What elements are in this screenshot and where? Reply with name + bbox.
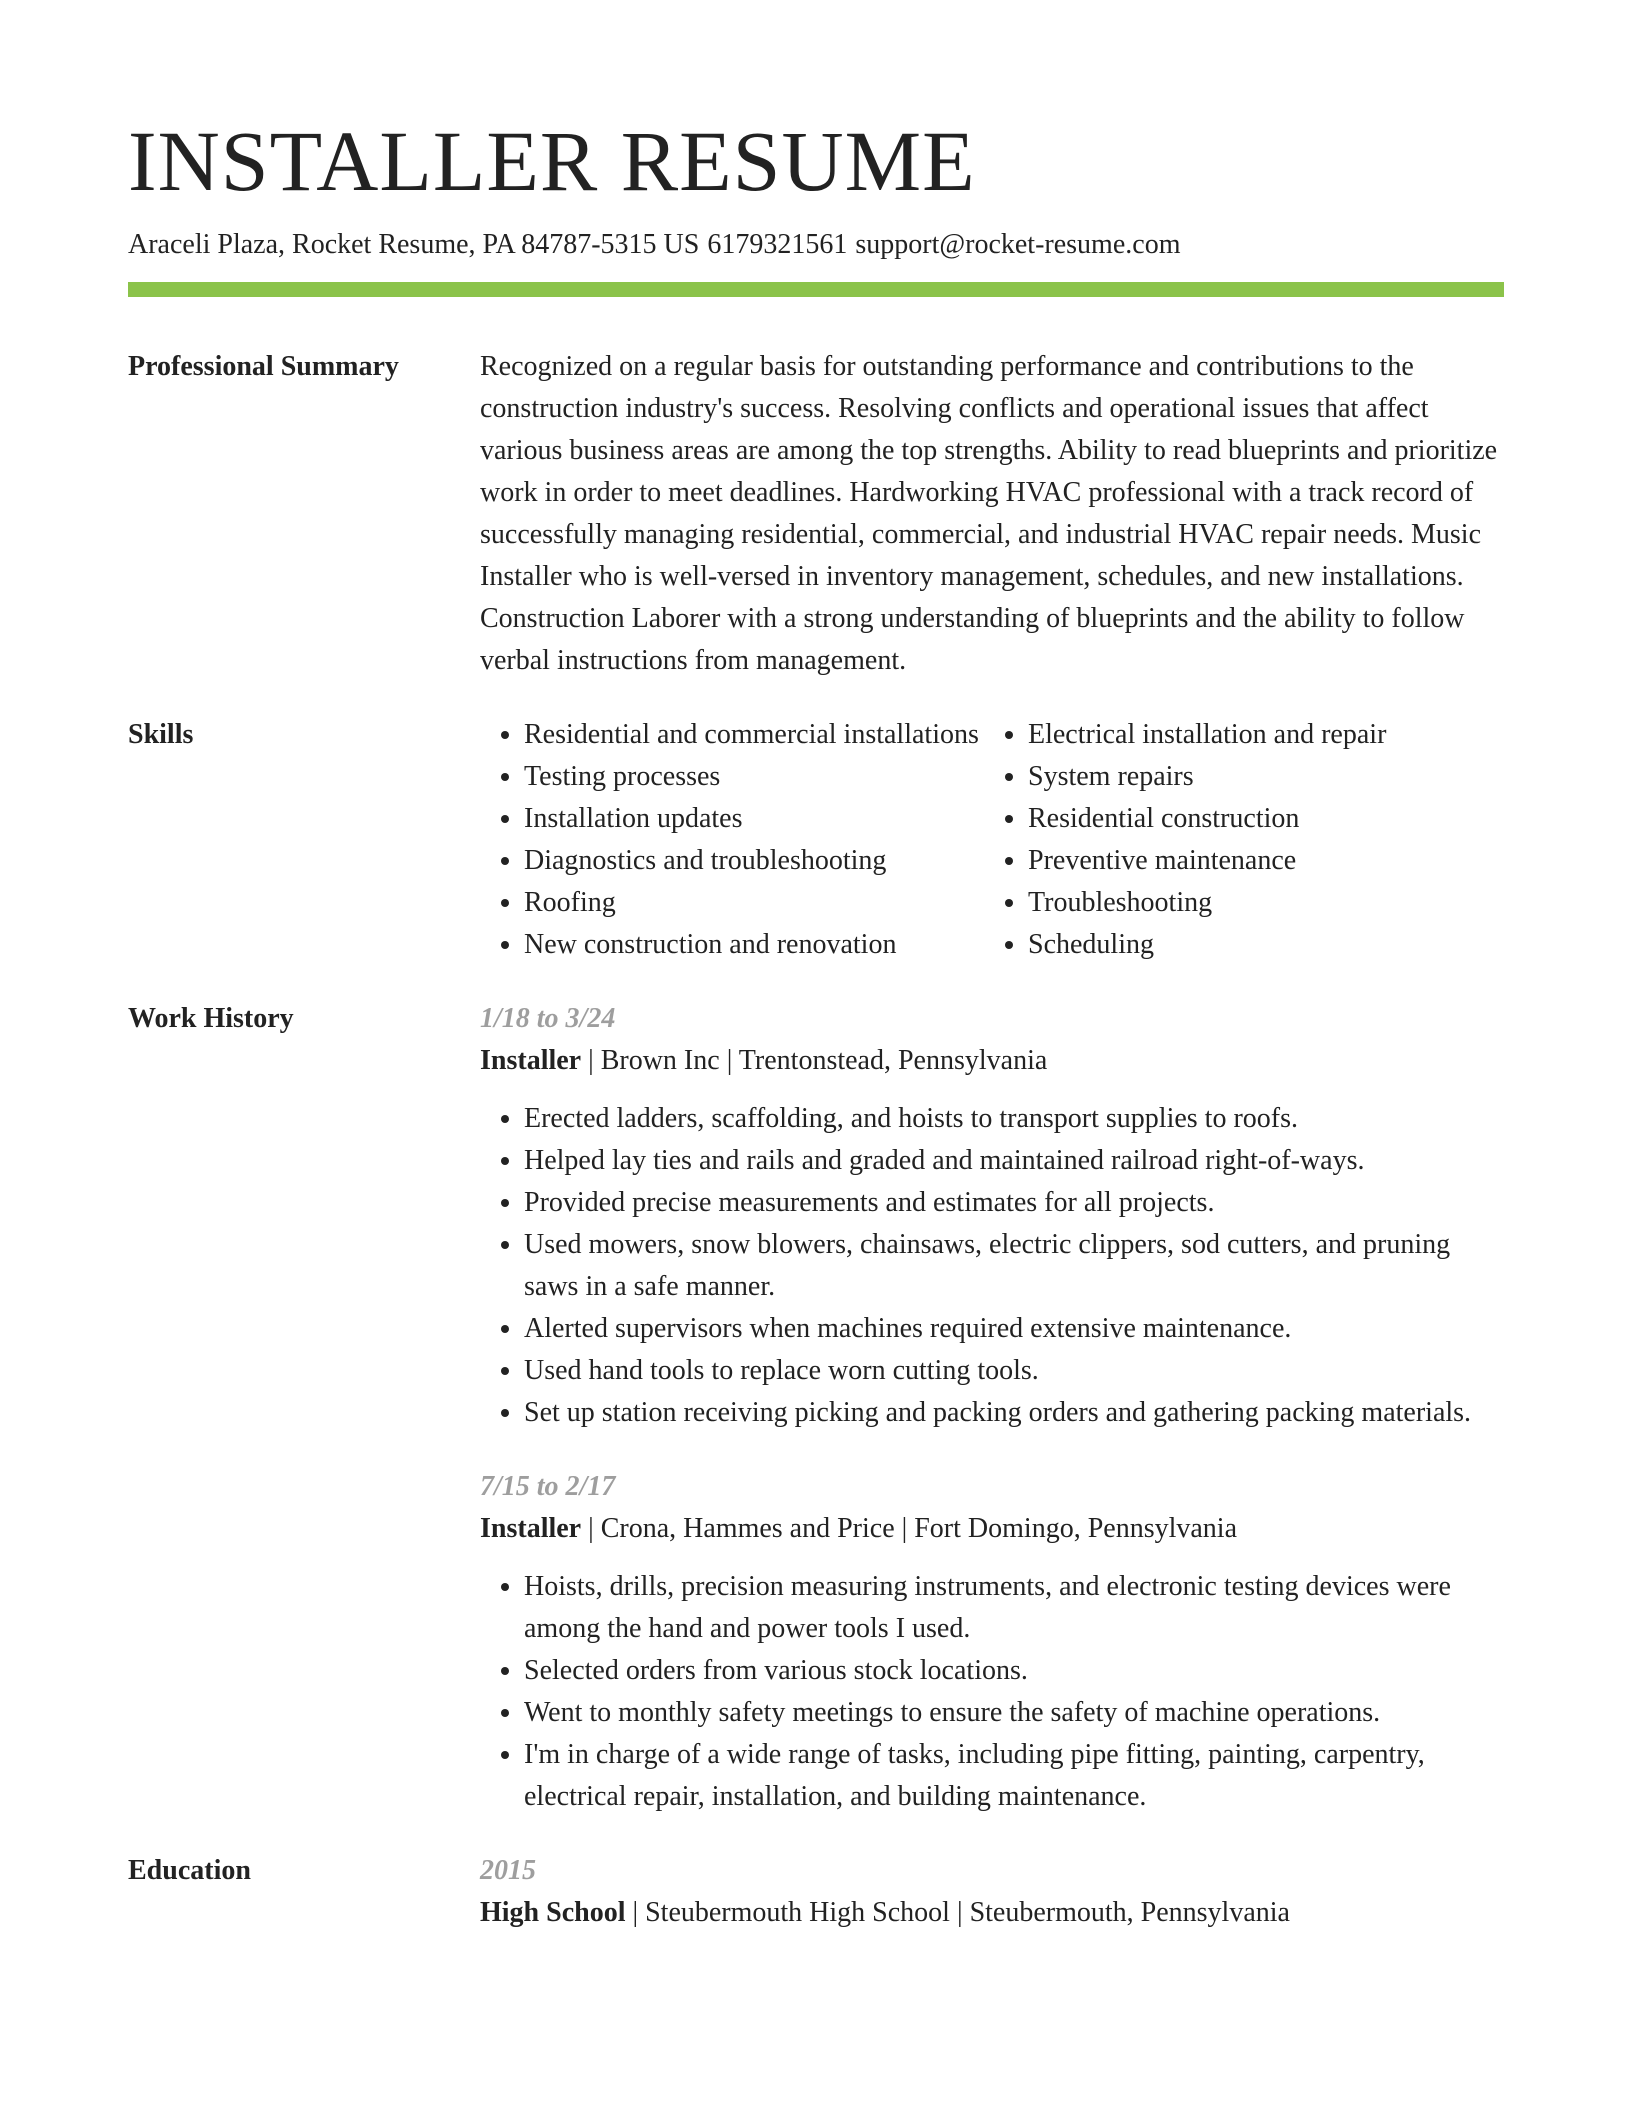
job-duty: • Used hand tools to replace worn cutting tools. bbox=[524, 1350, 1504, 1392]
skill-item: • Testing processes bbox=[524, 756, 984, 798]
job-dates: 7/15 to 2/17 bbox=[480, 1471, 616, 1502]
job-heading bbox=[480, 1508, 1504, 1550]
skill-item: • System repairs bbox=[1028, 756, 1488, 798]
job-details: | Brown Inc | Trentonstead, Pennsylvania bbox=[581, 1045, 1048, 1076]
job-duty: • Provided precise measurements and estimates for all projects. bbox=[524, 1182, 1504, 1224]
skill-item: • Diagnostics and troubleshooting bbox=[524, 840, 984, 882]
skill-item: • Electrical installation and repair bbox=[1028, 714, 1488, 756]
job-duty: • I'm in charge of a wide range of tasks, including pipe fitting, painting, carpentry, electrical repair, installation, and building maintenance. bbox=[524, 1734, 1504, 1818]
skill-item: • Troubleshooting bbox=[1028, 882, 1488, 924]
work-history-section bbox=[128, 998, 1504, 1818]
skills-column-left bbox=[480, 714, 984, 966]
skills-list-right bbox=[984, 714, 1488, 966]
skill-item: • Residential construction bbox=[1028, 798, 1488, 840]
education-body bbox=[480, 1850, 1504, 1934]
skill-item: • Roofing bbox=[524, 882, 984, 924]
skills-heading: Skills bbox=[128, 719, 194, 750]
job-dates: 1/18 to 3/24 bbox=[480, 1003, 616, 1034]
education-degree: High School bbox=[480, 1897, 626, 1928]
summary-section bbox=[128, 346, 1504, 682]
contact-phone: 6179321561 bbox=[707, 229, 848, 260]
work-history-body bbox=[480, 998, 1504, 1818]
contact-line bbox=[128, 228, 1504, 262]
work-history-heading: Work History bbox=[128, 1003, 294, 1034]
education-section bbox=[128, 1850, 1504, 1934]
education-year: 2015 bbox=[480, 1855, 536, 1886]
job-duties-list bbox=[480, 1098, 1504, 1434]
education-heading-line bbox=[480, 1892, 1504, 1934]
job-details: | Crona, Hammes and Price | Fort Domingo, Pennsylvania bbox=[581, 1513, 1238, 1544]
job-duty: • Set up station receiving picking and packing orders and gathering packing materials. bbox=[524, 1392, 1504, 1434]
job-duty: • Alerted supervisors when machines required extensive maintenance. bbox=[524, 1308, 1504, 1350]
skill-item: • New construction and renovation bbox=[524, 924, 984, 966]
skill-item: • Scheduling bbox=[1028, 924, 1488, 966]
skill-item: • Residential and commercial installations bbox=[524, 714, 984, 756]
skills-section bbox=[128, 714, 1504, 966]
job-duties-list bbox=[480, 1566, 1504, 1818]
summary-text: Recognized on a regular basis for outstanding performance and contributions to the construction industry's success. Resolving conflicts and operational issues that affect various business areas are among the top strengths. Ability to read blueprints and prioritize work in order to meet deadlines. Hardworking HVAC professional with a track record of successfully managing residential, commercial, and industrial HVAC repair needs. Music Installer who is well-versed in inventory management, schedules, and new installations. Construction Laborer with a strong understanding of blueprints and the ability to follow verbal instructions from management. bbox=[480, 351, 1498, 676]
skills-columns bbox=[480, 714, 1504, 966]
job-duty: • Selected orders from various stock locations. bbox=[524, 1650, 1504, 1692]
contact-email: support@rocket-resume.com bbox=[855, 229, 1181, 260]
job-duty: • Hoists, drills, precision measuring instruments, and electronic testing devices were among the hand and power tools I used. bbox=[524, 1566, 1504, 1650]
page-title: INSTALLER RESUME bbox=[128, 113, 976, 209]
job-entry bbox=[480, 1466, 1504, 1818]
skills-list-left bbox=[480, 714, 984, 966]
job-duty: • Went to monthly safety meetings to ensure the safety of machine operations. bbox=[524, 1692, 1504, 1734]
job-title: Installer bbox=[480, 1513, 582, 1544]
education-details: | Steubermouth High School | Steubermouth, Pennsylvania bbox=[625, 1897, 1290, 1928]
summary-heading: Professional Summary bbox=[128, 351, 399, 382]
job-entry bbox=[480, 998, 1504, 1434]
skill-item: • Installation updates bbox=[524, 798, 984, 840]
contact-address: Araceli Plaza, Rocket Resume, PA 84787-5315 US bbox=[128, 229, 700, 260]
job-title: Installer bbox=[480, 1045, 582, 1076]
skill-item: • Preventive maintenance bbox=[1028, 840, 1488, 882]
education-heading: Education bbox=[128, 1855, 251, 1886]
skills-column-right bbox=[984, 714, 1488, 966]
header-divider bbox=[128, 282, 1504, 297]
job-heading bbox=[480, 1040, 1504, 1082]
job-duty: • Erected ladders, scaffolding, and hoists to transport supplies to roofs. bbox=[524, 1098, 1504, 1140]
job-duty: • Used mowers, snow blowers, chainsaws, electric clippers, sod cutters, and pruning saws in a safe manner. bbox=[524, 1224, 1504, 1308]
job-duty: • Helped lay ties and rails and graded and maintained railroad right-of-ways. bbox=[524, 1140, 1504, 1182]
